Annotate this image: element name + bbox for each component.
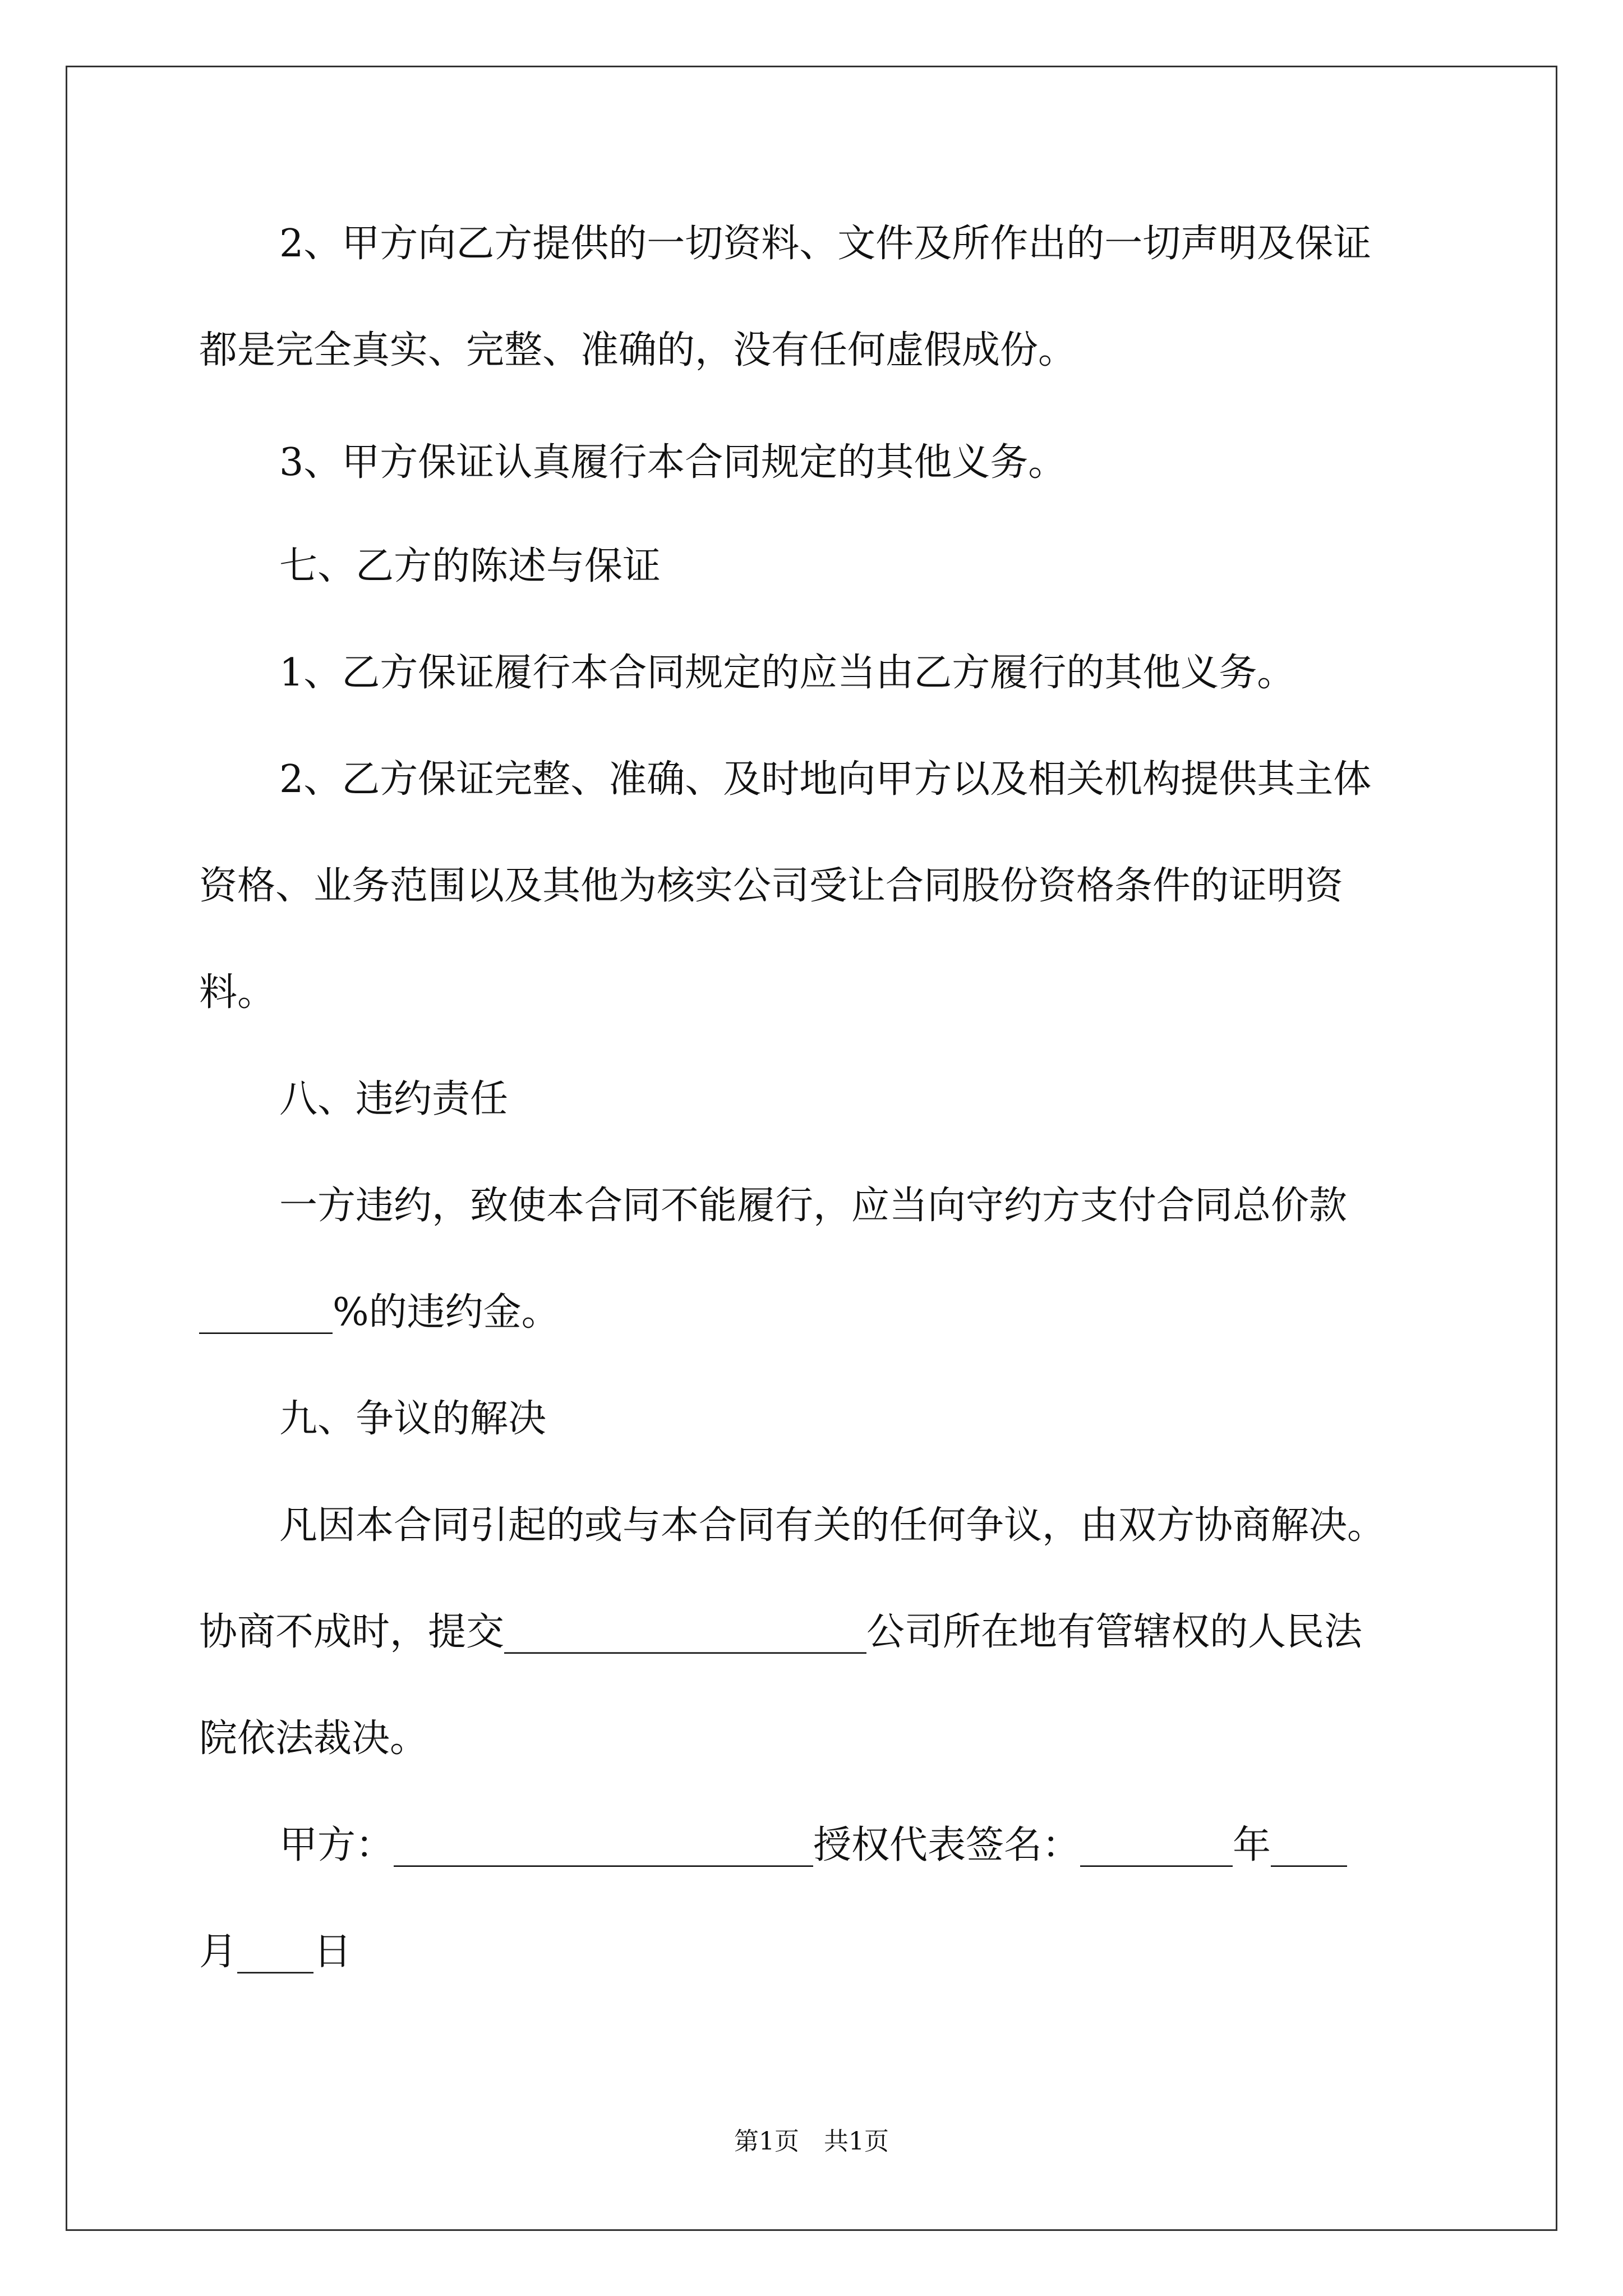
- section-heading: 七、乙方的陈述与保证: [279, 544, 661, 588]
- paragraph-line: 凡因本合同引起的或与本合同有关的任何争议，由双方协商解决。: [279, 1503, 1386, 1548]
- page-footer: 第1页 共1页: [734, 2127, 889, 2156]
- paragraph-line: 料。: [199, 970, 276, 1015]
- paragraph-line: 3、甲方保证认真履行本合同规定的其他义务。: [279, 440, 1067, 485]
- paragraph-line: 院依法裁决。: [199, 1717, 428, 1761]
- page-border: [66, 66, 1557, 2231]
- paragraph-line: 2、乙方保证完整、准确、及时地向甲方以及相关机构提供其主体: [279, 757, 1372, 802]
- paragraph-line: 都是完全真实、完整、准确的，没有任何虚假成份。: [199, 328, 1077, 372]
- signature-line: 甲方：______________________授权代表签名：________年____: [279, 1823, 1348, 1867]
- date-line: 月____日: [199, 1930, 352, 1974]
- paragraph-line: 协商不成时，提交___________________公司所在地有管辖权的人民法: [199, 1610, 1363, 1654]
- section-heading: 九、争议的解决: [279, 1397, 547, 1441]
- paragraph-line: 1、乙方保证履行本合同规定的应当由乙方履行的其他义务。: [279, 651, 1295, 695]
- paragraph-line: _______%的违约金。: [199, 1290, 560, 1335]
- paragraph-line: 一方违约，致使本合同不能履行，应当向守约方支付合同总价款: [279, 1184, 1348, 1228]
- paragraph-line: 资格、业务范围以及其他为核实公司受让合同股份资格条件的证明资: [199, 864, 1344, 908]
- paragraph-line: 2、甲方向乙方提供的一切资料、文件及所作出的一切声明及保证: [279, 222, 1372, 266]
- section-heading: 八、违约责任: [279, 1077, 509, 1121]
